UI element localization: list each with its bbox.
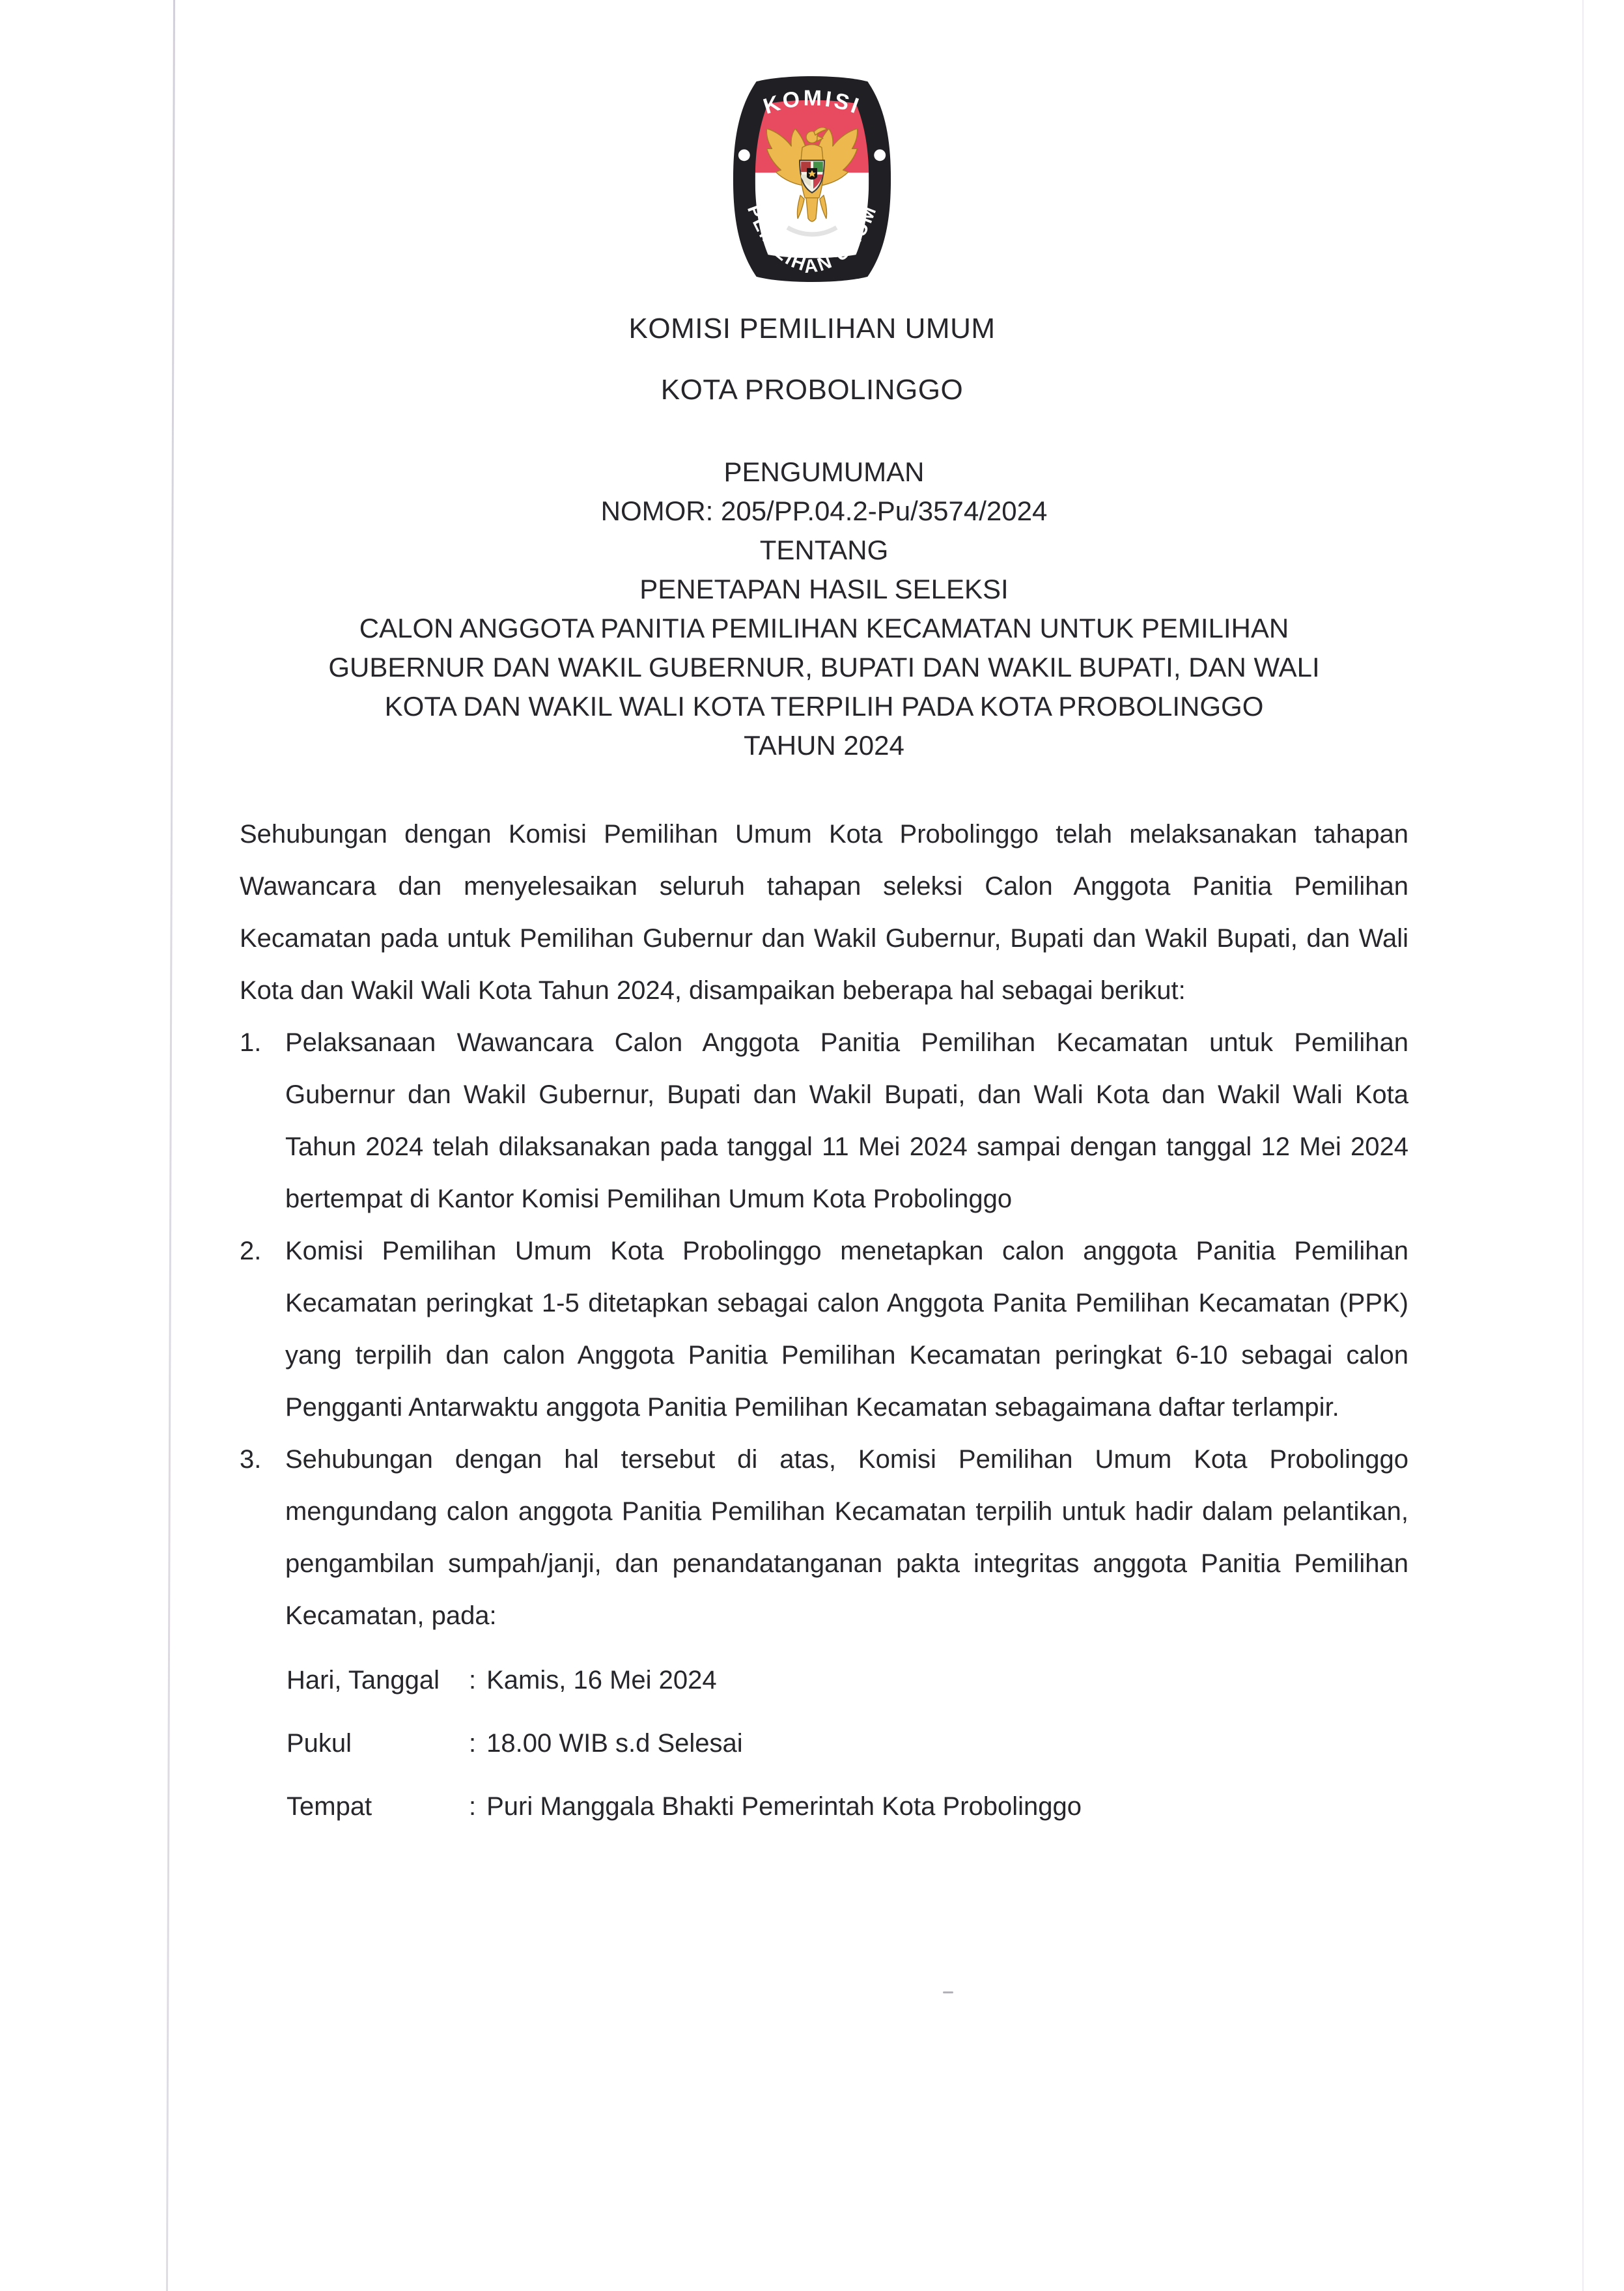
list-item-text: Komisi Pemilihan Umum Kota Probolinggo menetapkan calon anggota Panitia Pemilihan Kecamatan peringkat 1-5 ditetapkan sebagai calon Anggota Panita Pemilihan Kecamatan (PPK) yang terpilih dan calon Anggota Panitia Pemilihan Kecamatan peringkat 6-10 sebagai calon Pengganti Antarwaktu anggota Panitia Pemilihan Kecamatan sebagaimana daftar terlampir. (285, 1237, 1408, 1422)
list-item-marker: 1. (240, 1028, 262, 1057)
detail-value: 18.00 WIB s.d Selesai (486, 1729, 743, 1758)
numbered-list (240, 1017, 1408, 1642)
detail-separator: : (469, 1792, 477, 1821)
detail-row-time (240, 1712, 1408, 1775)
kpu-logo-image (728, 75, 896, 283)
detail-row-place (240, 1775, 1408, 1838)
title-line-penetapan: PENETAPAN HASIL SELEKSI (639, 574, 1009, 604)
detail-value: Puri Manggala Bhakti Pemerintah Kota Probolinggo (486, 1792, 1082, 1821)
title-line-pengumuman: PENGUMUMAN (723, 457, 925, 487)
list-item-text: Sehubungan dengan hal tersebut di atas, Komisi Pemilihan Umum Kota Probolinggo mengundang calon anggota Panitia Pemilihan Kecamatan terpilih untuk hadir dalam pelantikan, pengambilan sumpah/janji, dan penandatanganan pakta integritas anggota Panitia Pemilihan Kecamatan, pada: (285, 1445, 1408, 1630)
logo-right-dot (874, 149, 886, 161)
list-item-marker: 3. (240, 1445, 262, 1474)
logo-top-text-path: KOMISI (760, 85, 865, 120)
title-line-tahun: TAHUN 2024 (744, 730, 904, 761)
detail-label: Hari, Tanggal (287, 1666, 440, 1694)
detail-value: Kamis, 16 Mei 2024 (486, 1666, 717, 1694)
title-line-gubernur: GUBERNUR DAN WAKIL GUBERNUR, BUPATI DAN WAKIL BUPATI, DAN WALI (328, 652, 1320, 682)
region-name: KOTA PROBOLINGGO (660, 374, 964, 406)
list-item (240, 1433, 1408, 1642)
logo-bottom-text-path: PEMILIHAN UMUM (742, 202, 882, 278)
list-item-text: Pelaksanaan Wawancara Calon Anggota Panitia Pemilihan Kecamatan untuk Pemilihan Gubernur dan Wakil Gubernur, Bupati dan Wakil Bupati, dan Wali Kota dan Wakil Wali Kota Tahun 2024 telah dilaksanakan pada tanggal 11 Mei 2024 sampai dengan tanggal 12 Mei 2024 bertempat di Kantor Komisi Pemilihan Umum Kota Probolinggo (285, 1028, 1408, 1213)
detail-label: Tempat (287, 1792, 372, 1821)
document-body (240, 808, 1408, 1838)
list-item (240, 1225, 1408, 1433)
list-item (240, 1017, 1408, 1225)
logo-left-dot (738, 149, 750, 161)
scan-artifact-dash (943, 1991, 953, 1993)
detail-separator: : (469, 1666, 477, 1694)
event-details (240, 1649, 1408, 1838)
detail-row-day-date (240, 1649, 1408, 1712)
org-name: KOMISI PEMILIHAN UMUM (628, 313, 996, 344)
kpu-logo (728, 75, 896, 283)
title-block (240, 453, 1408, 765)
detail-label: Pukul (287, 1729, 352, 1758)
detail-separator: : (469, 1729, 477, 1758)
intro-paragraph: Sehubungan dengan Komisi Pemilihan Umum Kota Probolinggo telah melaksanakan tahapan Wawancara dan menyelesaikan seluruh tahapan seleksi Calon Anggota Panitia Pemilihan Kecamatan pada untuk Pemilihan Gubernur dan Wakil Gubernur, Bupati dan Wakil Bupati, dan Wali Kota dan Wakil Wali Kota Tahun 2024, disampaikan beberapa hal sebagai berikut: (240, 820, 1408, 1005)
title-line-tentang: TENTANG (759, 535, 889, 565)
scan-edge-line-right (1582, 0, 1584, 2291)
title-line-nomor: NOMOR: 205/PP.04.2-Pu/3574/2024 (600, 496, 1048, 526)
title-line-calon: CALON ANGGOTA PANITIA PEMILIHAN KECAMATAN UNTUK PEMILIHAN (359, 613, 1289, 643)
title-line-kota: KOTA DAN WAKIL WALI KOTA TERPILIH PADA KOTA PROBOLINGGO (384, 691, 1264, 722)
list-item-marker: 2. (240, 1237, 262, 1265)
